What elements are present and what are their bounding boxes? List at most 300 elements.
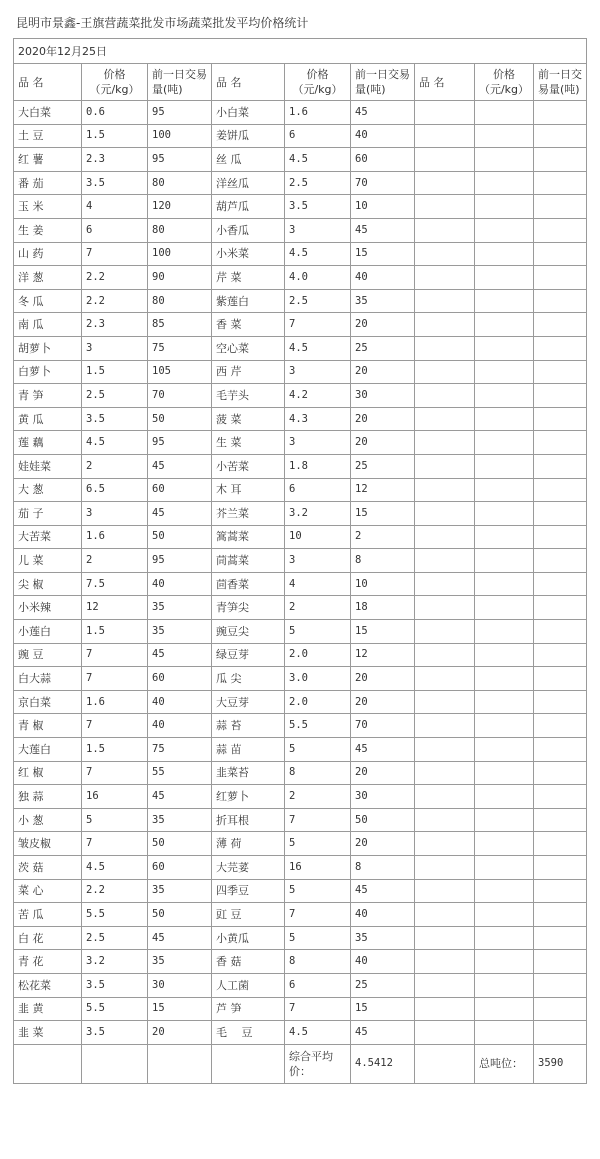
empty-cell: [534, 667, 587, 691]
empty-cell: [475, 620, 534, 644]
empty-cell: [475, 454, 534, 478]
cell-price-1: 7: [82, 643, 148, 667]
cell-name-1: 京白菜: [14, 690, 82, 714]
empty-cell: [475, 360, 534, 384]
table-row: [14, 690, 587, 714]
cell-volume-2: 40: [351, 124, 415, 148]
cell-price-1: 2.5: [82, 926, 148, 950]
table-row: [14, 1021, 587, 1045]
cell-volume-2: 70: [351, 714, 415, 738]
table-row: [14, 478, 587, 502]
table-row: [14, 856, 587, 880]
cell-name-1: 冬 瓜: [14, 289, 82, 313]
cell-name-2: 毛 豆: [212, 1021, 285, 1045]
cell-price-2: 2.5: [285, 289, 351, 313]
empty-cell: [475, 549, 534, 573]
table-row: [14, 266, 587, 290]
cell-price-2: 3.2: [285, 502, 351, 526]
cell-price-1: 7: [82, 242, 148, 266]
cell-price-2: 4.2: [285, 384, 351, 408]
empty-cell: [415, 714, 475, 738]
empty-cell: [475, 879, 534, 903]
cell-name-1: 尖 椒: [14, 572, 82, 596]
cell-volume-2: 45: [351, 218, 415, 242]
cell-name-1: 白 花: [14, 926, 82, 950]
cell-name-1: 松花菜: [14, 973, 82, 997]
cell-name-1: 大 葱: [14, 478, 82, 502]
cell-volume-2: 10: [351, 195, 415, 219]
cell-volume-2: 25: [351, 454, 415, 478]
cell-name-1: 青 笋: [14, 384, 82, 408]
header-name-1: 品 名: [14, 64, 82, 101]
cell-volume-1: 35: [148, 808, 212, 832]
table-row: [14, 973, 587, 997]
cell-volume-1: 80: [148, 289, 212, 313]
empty-cell: [415, 926, 475, 950]
table-row: [14, 879, 587, 903]
cell-name-1: 大苦菜: [14, 525, 82, 549]
cell-volume-1: 100: [148, 124, 212, 148]
table-row: [14, 950, 587, 974]
cell-volume-1: 40: [148, 714, 212, 738]
cell-price-1: 3.5: [82, 973, 148, 997]
table-row: [14, 596, 587, 620]
empty-cell: [534, 808, 587, 832]
cell-price-1: 4.5: [82, 856, 148, 880]
empty-cell: [475, 596, 534, 620]
report-date: 2020年12月25日: [14, 39, 587, 64]
cell-name-2: 青笋尖: [212, 596, 285, 620]
cell-name-2: 折耳根: [212, 808, 285, 832]
cell-name-1: 小莲白: [14, 620, 82, 644]
cell-price-1: 1.5: [82, 738, 148, 762]
cell-name-1: 黄 瓜: [14, 407, 82, 431]
cell-volume-1: 100: [148, 242, 212, 266]
table-row: [14, 738, 587, 762]
cell-price-1: 2.2: [82, 266, 148, 290]
cell-name-1: 莲 藕: [14, 431, 82, 455]
cell-price-2: 3.5: [285, 195, 351, 219]
price-table: [13, 8, 587, 1084]
empty-cell: [534, 218, 587, 242]
sheet-title: 昆明市景鑫-王旗营蔬菜批发市场蔬菜批发平均价格统计: [14, 9, 587, 39]
cell-name-1: 儿 菜: [14, 549, 82, 573]
cell-price-2: 5: [285, 738, 351, 762]
empty-cell: [534, 525, 587, 549]
cell-volume-2: 20: [351, 360, 415, 384]
cell-volume-2: 40: [351, 903, 415, 927]
cell-name-2: 大豆芽: [212, 690, 285, 714]
cell-name-1: 茄 子: [14, 502, 82, 526]
cell-volume-2: 15: [351, 242, 415, 266]
cell-price-1: 16: [82, 785, 148, 809]
cell-name-2: 小黄瓜: [212, 926, 285, 950]
empty-cell: [475, 242, 534, 266]
cell-price-1: 7: [82, 714, 148, 738]
empty-cell: [415, 643, 475, 667]
cell-price-2: 5: [285, 879, 351, 903]
empty-cell: [475, 124, 534, 148]
empty-cell: [415, 525, 475, 549]
empty-cell: [415, 454, 475, 478]
table-row: [14, 620, 587, 644]
empty-cell: [475, 218, 534, 242]
cell-volume-2: 60: [351, 148, 415, 172]
empty-cell: [534, 148, 587, 172]
cell-name-1: 红 薯: [14, 148, 82, 172]
cell-volume-2: 45: [351, 1021, 415, 1045]
cell-name-2: 紫莲白: [212, 289, 285, 313]
cell-volume-2: 30: [351, 785, 415, 809]
cell-name-1: 苦 瓜: [14, 903, 82, 927]
empty-cell: [475, 525, 534, 549]
cell-volume-1: 50: [148, 832, 212, 856]
cell-volume-1: 45: [148, 926, 212, 950]
cell-volume-2: 20: [351, 690, 415, 714]
table-row: [14, 336, 587, 360]
cell-name-1: 白萝卜: [14, 360, 82, 384]
cell-name-1: 土 豆: [14, 124, 82, 148]
cell-volume-1: 85: [148, 313, 212, 337]
summary-row: [14, 1044, 587, 1083]
header-price-1: 价格（元/kg）: [82, 64, 148, 101]
empty-cell: [534, 973, 587, 997]
cell-price-2: 2.5: [285, 171, 351, 195]
cell-name-1: 生 姜: [14, 218, 82, 242]
empty-cell: [415, 596, 475, 620]
cell-price-2: 8: [285, 761, 351, 785]
empty-cell: [475, 478, 534, 502]
cell-price-2: 4.5: [285, 242, 351, 266]
cell-name-1: 青 花: [14, 950, 82, 974]
empty-cell: [475, 384, 534, 408]
cell-price-1: 3.5: [82, 407, 148, 431]
empty-cell: [534, 879, 587, 903]
empty-cell: [212, 1044, 285, 1083]
table-row: [14, 761, 587, 785]
cell-volume-1: 40: [148, 690, 212, 714]
cell-name-2: 葫芦瓜: [212, 195, 285, 219]
cell-volume-2: 50: [351, 808, 415, 832]
header-volume-3: 前一日交易量(吨): [534, 64, 587, 101]
cell-volume-1: 90: [148, 266, 212, 290]
cell-volume-2: 70: [351, 171, 415, 195]
cell-name-2: 小白菜: [212, 101, 285, 125]
cell-name-2: 薄 荷: [212, 832, 285, 856]
cell-price-2: 1.8: [285, 454, 351, 478]
empty-cell: [415, 384, 475, 408]
table-row: [14, 360, 587, 384]
cell-name-2: 生 菜: [212, 431, 285, 455]
empty-cell: [534, 454, 587, 478]
empty-cell: [415, 171, 475, 195]
cell-volume-1: 105: [148, 360, 212, 384]
cell-volume-2: 18: [351, 596, 415, 620]
table-row: [14, 525, 587, 549]
cell-name-2: 绿豆芽: [212, 643, 285, 667]
table-row: [14, 148, 587, 172]
cell-name-2: 蒜 苔: [212, 714, 285, 738]
empty-cell: [534, 714, 587, 738]
cell-volume-1: 80: [148, 218, 212, 242]
cell-price-1: 7.5: [82, 572, 148, 596]
cell-volume-1: 95: [148, 148, 212, 172]
cell-name-2: 毛芋头: [212, 384, 285, 408]
cell-name-1: 南 瓜: [14, 313, 82, 337]
cell-name-2: 茴香菜: [212, 572, 285, 596]
cell-name-2: 蒜 苗: [212, 738, 285, 762]
empty-cell: [475, 690, 534, 714]
cell-volume-2: 8: [351, 549, 415, 573]
cell-price-2: 7: [285, 808, 351, 832]
cell-volume-1: 20: [148, 1021, 212, 1045]
empty-cell: [415, 903, 475, 927]
table-row: [14, 313, 587, 337]
table-row: [14, 643, 587, 667]
cell-volume-2: 45: [351, 101, 415, 125]
table-row: [14, 926, 587, 950]
cell-volume-1: 95: [148, 101, 212, 125]
table-row: [14, 242, 587, 266]
table-row: [14, 572, 587, 596]
cell-price-2: 8: [285, 950, 351, 974]
cell-volume-1: 75: [148, 336, 212, 360]
empty-cell: [475, 502, 534, 526]
cell-volume-1: 35: [148, 620, 212, 644]
empty-cell: [475, 313, 534, 337]
empty-cell: [415, 997, 475, 1021]
table-row: [14, 832, 587, 856]
cell-name-2: 姜饼瓜: [212, 124, 285, 148]
header-name-3: 品 名: [415, 64, 475, 101]
cell-name-1: 白大蒜: [14, 667, 82, 691]
cell-price-1: 2.3: [82, 148, 148, 172]
cell-volume-2: 35: [351, 289, 415, 313]
cell-name-2: 芥兰菜: [212, 502, 285, 526]
cell-name-1: 红 椒: [14, 761, 82, 785]
cell-name-2: 菠 菜: [212, 407, 285, 431]
header-row: [14, 64, 587, 101]
empty-cell: [475, 1021, 534, 1045]
table-row: [14, 454, 587, 478]
cell-price-2: 5: [285, 926, 351, 950]
empty-cell: [475, 973, 534, 997]
cell-volume-1: 80: [148, 171, 212, 195]
empty-cell: [534, 360, 587, 384]
cell-volume-2: 12: [351, 478, 415, 502]
cell-volume-1: 75: [148, 738, 212, 762]
empty-cell: [534, 572, 587, 596]
empty-cell: [475, 266, 534, 290]
empty-cell: [415, 973, 475, 997]
table-row: [14, 502, 587, 526]
header-price-2: 价格（元/kg）: [285, 64, 351, 101]
empty-cell: [475, 407, 534, 431]
cell-volume-2: 15: [351, 620, 415, 644]
cell-name-2: 篙蒿菜: [212, 525, 285, 549]
cell-price-1: 7: [82, 667, 148, 691]
empty-cell: [534, 643, 587, 667]
cell-volume-1: 50: [148, 525, 212, 549]
cell-name-1: 娃娃菜: [14, 454, 82, 478]
cell-price-2: 2: [285, 785, 351, 809]
cell-price-2: 3: [285, 431, 351, 455]
cell-price-1: 3.5: [82, 171, 148, 195]
cell-name-2: 空心菜: [212, 336, 285, 360]
cell-name-2: 芹 菜: [212, 266, 285, 290]
cell-price-2: 10: [285, 525, 351, 549]
cell-price-2: 2.0: [285, 643, 351, 667]
empty-cell: [534, 502, 587, 526]
cell-volume-2: 8: [351, 856, 415, 880]
empty-cell: [534, 620, 587, 644]
cell-price-2: 7: [285, 997, 351, 1021]
header-name-2: 品 名: [212, 64, 285, 101]
empty-cell: [415, 808, 475, 832]
cell-name-2: 木 耳: [212, 478, 285, 502]
empty-cell: [415, 572, 475, 596]
cell-volume-1: 35: [148, 950, 212, 974]
cell-price-2: 4.5: [285, 148, 351, 172]
cell-volume-2: 20: [351, 407, 415, 431]
empty-cell: [415, 478, 475, 502]
empty-cell: [475, 667, 534, 691]
cell-name-1: 皱皮椒: [14, 832, 82, 856]
total-volume-label: 总吨位：: [475, 1044, 534, 1083]
empty-cell: [415, 879, 475, 903]
average-price-value: 4.5412: [351, 1044, 415, 1083]
cell-name-2: 人工菌: [212, 973, 285, 997]
header-volume-2: 前一日交易量(吨): [351, 64, 415, 101]
cell-price-1: 1.6: [82, 690, 148, 714]
empty-cell: [415, 667, 475, 691]
empty-cell: [534, 926, 587, 950]
cell-price-2: 16: [285, 856, 351, 880]
empty-cell: [534, 171, 587, 195]
empty-cell: [534, 313, 587, 337]
cell-name-2: 豌豆尖: [212, 620, 285, 644]
cell-volume-2: 45: [351, 738, 415, 762]
empty-cell: [475, 926, 534, 950]
cell-price-2: 5: [285, 620, 351, 644]
empty-cell: [534, 832, 587, 856]
empty-cell: [475, 148, 534, 172]
table-row: [14, 808, 587, 832]
empty-cell: [475, 950, 534, 974]
empty-cell: [415, 620, 475, 644]
cell-price-2: 4.0: [285, 266, 351, 290]
cell-volume-1: 35: [148, 596, 212, 620]
cell-price-2: 4: [285, 572, 351, 596]
empty-cell: [415, 785, 475, 809]
cell-price-1: 5.5: [82, 903, 148, 927]
cell-price-2: 6: [285, 478, 351, 502]
empty-cell: [415, 502, 475, 526]
cell-volume-2: 15: [351, 502, 415, 526]
cell-price-2: 3: [285, 218, 351, 242]
empty-cell: [415, 549, 475, 573]
cell-volume-1: 40: [148, 572, 212, 596]
cell-name-2: 小苦菜: [212, 454, 285, 478]
cell-price-1: 1.6: [82, 525, 148, 549]
empty-cell: [415, 856, 475, 880]
cell-volume-1: 55: [148, 761, 212, 785]
cell-price-1: 5: [82, 808, 148, 832]
cell-volume-2: 20: [351, 667, 415, 691]
empty-cell: [415, 832, 475, 856]
cell-price-1: 7: [82, 761, 148, 785]
table-row: [14, 667, 587, 691]
empty-cell: [415, 242, 475, 266]
cell-volume-2: 25: [351, 973, 415, 997]
table-row: [14, 997, 587, 1021]
empty-cell: [148, 1044, 212, 1083]
cell-name-1: 玉 米: [14, 195, 82, 219]
cell-name-1: 韭 菜: [14, 1021, 82, 1045]
cell-volume-1: 45: [148, 454, 212, 478]
table-row: [14, 124, 587, 148]
empty-cell: [534, 242, 587, 266]
cell-price-1: 6.5: [82, 478, 148, 502]
empty-cell: [475, 808, 534, 832]
cell-price-2: 4.5: [285, 336, 351, 360]
empty-cell: [475, 761, 534, 785]
empty-cell: [415, 289, 475, 313]
cell-name-2: 大芫荽: [212, 856, 285, 880]
empty-cell: [475, 856, 534, 880]
cell-name-1: 茨 菇: [14, 856, 82, 880]
empty-cell: [534, 336, 587, 360]
cell-price-2: 7: [285, 313, 351, 337]
empty-cell: [534, 950, 587, 974]
cell-volume-1: 45: [148, 785, 212, 809]
table-row: [14, 289, 587, 313]
cell-name-2: 红萝卜: [212, 785, 285, 809]
empty-cell: [415, 407, 475, 431]
cell-volume-1: 70: [148, 384, 212, 408]
empty-cell: [82, 1044, 148, 1083]
cell-volume-2: 15: [351, 997, 415, 1021]
empty-cell: [415, 266, 475, 290]
empty-cell: [475, 171, 534, 195]
cell-name-2: 茼蒿菜: [212, 549, 285, 573]
empty-cell: [415, 336, 475, 360]
cell-price-2: 6: [285, 124, 351, 148]
cell-volume-1: 95: [148, 549, 212, 573]
empty-cell: [415, 738, 475, 762]
cell-name-2: 香 菜: [212, 313, 285, 337]
empty-cell: [415, 124, 475, 148]
empty-cell: [415, 1044, 475, 1083]
cell-volume-2: 25: [351, 336, 415, 360]
cell-name-1: 小 葱: [14, 808, 82, 832]
empty-cell: [534, 549, 587, 573]
empty-cell: [415, 690, 475, 714]
empty-cell: [475, 785, 534, 809]
table-row: [14, 549, 587, 573]
header-volume-1: 前一日交易量(吨): [148, 64, 212, 101]
cell-price-1: 1.5: [82, 360, 148, 384]
cell-volume-2: 20: [351, 832, 415, 856]
cell-name-1: 胡萝卜: [14, 336, 82, 360]
cell-volume-2: 2: [351, 525, 415, 549]
cell-name-1: 韭 黄: [14, 997, 82, 1021]
cell-price-2: 6: [285, 973, 351, 997]
cell-price-1: 3.2: [82, 950, 148, 974]
empty-cell: [534, 785, 587, 809]
cell-price-1: 3: [82, 336, 148, 360]
cell-price-2: 5: [285, 832, 351, 856]
